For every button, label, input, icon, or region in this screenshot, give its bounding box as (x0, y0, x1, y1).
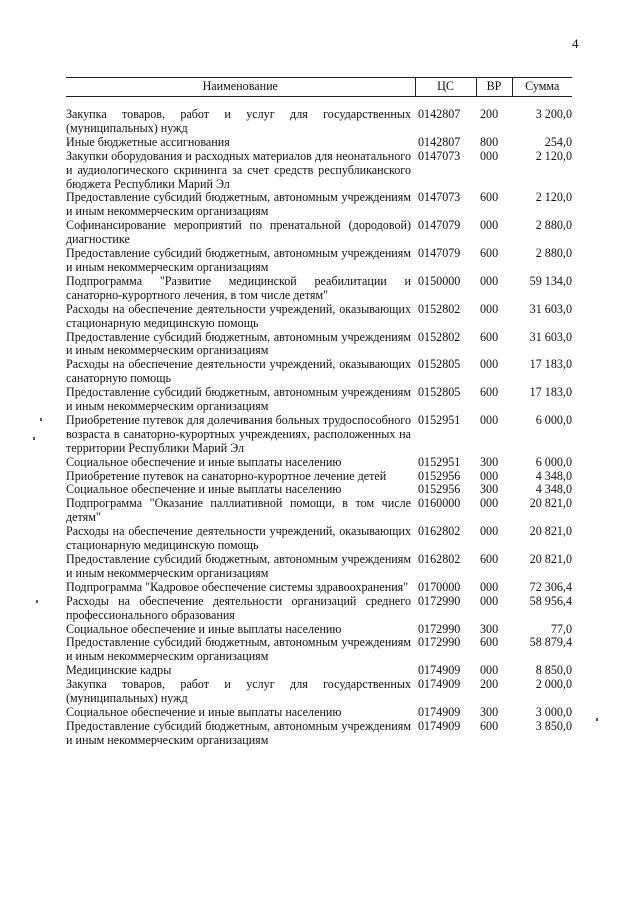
row-sum-cell: 2 000,0 (535, 677, 572, 692)
row-name-cell: Социальное обеспечение и иные выплаты населению (66, 704, 342, 719)
table-row (66, 97, 572, 136)
row-sum-cell: 2 880,0 (535, 246, 572, 261)
row-cs-cell: 0152805 (418, 357, 461, 372)
table-row (66, 150, 572, 192)
row-vr-cell: 000 (480, 496, 499, 511)
row-vr-cell: 000 (480, 273, 499, 288)
row-vr-cell: 000 (480, 524, 499, 539)
row-cs-cell: 0162802 (418, 552, 461, 566)
row-cs-cell: 0142807 (418, 107, 461, 121)
table-row (66, 275, 572, 303)
table-row (66, 664, 572, 678)
row-vr-cell: 000 (480, 593, 499, 608)
row-vr-cell: 300 (480, 704, 499, 719)
row-name-cell: Софинансирование мероприятий по пренатальной (дородовой) диагностике (66, 218, 411, 247)
row-sum-cell: 77,0 (550, 621, 572, 636)
row-cs-cell: 0152802 (418, 329, 461, 344)
row-sum-cell: 31 603,0 (529, 329, 572, 344)
row-vr-cell: 600 (480, 329, 499, 344)
header-sum: Сумма (512, 78, 572, 97)
row-sum-cell: 2 120,0 (535, 190, 572, 205)
header-name: Наименование (66, 78, 415, 97)
row-name-cell: Предоставление субсидий бюджетным, автономным учреждениям и иным некоммерческим организациям (66, 246, 411, 274)
row-sum-cell: 3 200,0 (535, 107, 572, 121)
row-sum-cell: 3 850,0 (535, 718, 572, 733)
row-cs-cell: 0172990 (418, 635, 461, 650)
table-row (66, 470, 572, 484)
row-name-cell: Иные бюджетные ассигнования (66, 134, 230, 149)
row-sum-cell: 2 120,0 (535, 148, 572, 163)
header-cs: ЦС (415, 78, 476, 97)
table-row (66, 219, 572, 247)
row-name-cell: Расходы на обеспечение деятельности учреждений, оказывающих стационарную медицинскую помощь (66, 301, 411, 330)
row-cs-cell: 0162802 (418, 524, 461, 539)
row-name-cell: Предоставление субсидий бюджетным, автономным учреждениям и иным некоммерческим организациям (66, 635, 411, 664)
row-cs-cell: 0170000 (418, 579, 461, 594)
margin-mark (33, 437, 35, 440)
row-name-cell: Подпрограмма "Развитие медицинской реабилитации и санаторно-курортного лечения, в том числе детям" (66, 273, 411, 302)
row-cs-cell: 0174909 (418, 663, 461, 678)
margin-mark (596, 718, 598, 721)
row-sum-cell: 17 183,0 (529, 385, 572, 400)
row-cs-cell: 0174909 (418, 677, 461, 692)
table-row (66, 483, 572, 497)
row-cs-cell: 0147073 (418, 190, 461, 205)
row-name-cell: Закупка товаров, работ и услуг для государственных (муниципальных) нужд (66, 677, 411, 706)
row-vr-cell: 800 (480, 134, 499, 149)
row-sum-cell: 20 821,0 (529, 524, 572, 539)
row-name-cell: Расходы на обеспечение деятельности учреждений, оказывающих санаторную помощь (66, 357, 411, 386)
table-row (66, 386, 572, 414)
row-sum-cell: 4 348,0 (535, 468, 572, 483)
row-cs-cell: 0174909 (418, 704, 461, 719)
table-row (66, 497, 572, 525)
row-name-cell: Расходы на обеспечение деятельности учреждений, оказывающих стационарную медицинскую помощь (66, 524, 411, 553)
row-vr-cell: 300 (480, 621, 499, 636)
table-row (66, 247, 572, 275)
table-row (66, 414, 572, 456)
row-name-cell: Расходы на обеспечение деятельности организаций среднего профессионального образования (66, 593, 411, 622)
row-vr-cell: 000 (480, 301, 499, 316)
row-vr-cell: 600 (480, 635, 499, 650)
table-row (66, 525, 572, 553)
row-cs-cell: 0150000 (418, 273, 461, 288)
row-cs-cell: 0160000 (418, 496, 461, 511)
row-vr-cell: 000 (480, 412, 499, 427)
page-number: 4 (572, 36, 579, 51)
row-cs-cell: 0152951 (418, 454, 461, 469)
row-vr-cell: 300 (480, 482, 499, 497)
row-cs-cell: 0152956 (418, 468, 461, 483)
row-cs-cell: 0172990 (418, 593, 461, 608)
row-vr-cell: 000 (480, 468, 499, 483)
row-vr-cell: 200 (480, 107, 499, 121)
row-cs-cell: 0172990 (418, 621, 461, 636)
row-vr-cell: 600 (480, 246, 499, 261)
margin-mark (40, 418, 42, 421)
table-row (66, 706, 572, 720)
row-vr-cell: 000 (480, 218, 499, 233)
table-row (66, 331, 572, 359)
row-vr-cell: 200 (480, 677, 499, 692)
row-name-cell: Предоставление субсидий бюджетным, автономным учреждениям и иным некоммерческим организациям (66, 385, 411, 414)
row-name-cell: Медицинские кадры (66, 663, 172, 678)
row-vr-cell: 000 (480, 148, 499, 163)
row-sum-cell: 254,0 (544, 134, 572, 149)
header-vr: ВР (476, 78, 512, 97)
table-row (66, 720, 572, 748)
table-row (66, 303, 572, 331)
row-sum-cell: 17 183,0 (529, 357, 572, 372)
table-row (66, 191, 572, 219)
table-row (66, 595, 572, 623)
row-cs-cell: 0152802 (418, 301, 461, 316)
row-sum-cell: 3 000,0 (535, 704, 572, 719)
row-sum-cell: 20 821,0 (529, 552, 572, 566)
row-name-cell: Приобретение путевок для долечивания больных трудоспособного возраста в санаторно-курортных учреждениях, расположенных на территории Республики Марий Эл (66, 412, 411, 455)
row-sum-cell: 58 956,4 (529, 593, 572, 608)
row-name-cell: Предоставление субсидий бюджетным, автономным учреждениям и иным некоммерческим организациям (66, 718, 411, 747)
table-header-row (66, 78, 572, 97)
row-sum-cell: 8 850,0 (535, 663, 572, 678)
row-sum-cell: 72 306,4 (529, 579, 572, 594)
row-name-cell: Предоставление субсидий бюджетным, автономным учреждениям и иным некоммерческим организациям (66, 190, 411, 219)
row-vr-cell: 600 (480, 190, 499, 205)
row-cs-cell: 0152951 (418, 412, 461, 427)
row-sum-cell: 31 603,0 (529, 301, 572, 316)
table-row (66, 358, 572, 386)
row-name-cell: Предоставление субсидий бюджетным, автономным учреждениям и иным некоммерческим организациям (66, 329, 411, 358)
margin-mark (36, 600, 38, 603)
row-name-cell: Закупка товаров, работ и услуг для государственных (муниципальных) нужд (66, 107, 411, 135)
row-cs-cell: 0152805 (418, 385, 461, 400)
table-row (66, 623, 572, 637)
row-name-cell: Социальное обеспечение и иные выплаты населению (66, 454, 342, 469)
row-cs-cell: 0147079 (418, 218, 461, 233)
row-sum-cell: 59 134,0 (529, 273, 572, 288)
row-cs-cell: 0147079 (418, 246, 461, 261)
row-vr-cell: 000 (480, 579, 499, 594)
row-vr-cell: 000 (480, 663, 499, 678)
row-name-cell: Приобретение путевок на санаторно-курортное лечение детей (66, 468, 387, 483)
table-row (66, 136, 572, 150)
row-vr-cell: 000 (480, 357, 499, 372)
row-sum-cell: 6 000,0 (535, 412, 572, 427)
table-row (66, 678, 572, 706)
row-sum-cell: 2 880,0 (535, 218, 572, 233)
row-vr-cell: 300 (480, 454, 499, 469)
table-row (66, 581, 572, 595)
row-sum-cell: 4 348,0 (535, 482, 572, 497)
row-vr-cell: 600 (480, 552, 499, 566)
row-vr-cell: 600 (480, 718, 499, 733)
row-cs-cell: 0152956 (418, 482, 461, 497)
row-name-cell: Социальное обеспечение и иные выплаты населению (66, 621, 342, 636)
row-sum-cell: 20 821,0 (529, 496, 572, 511)
row-name-cell: Подпрограмма "Оказание паллиативной помощи, в том числе детям" (66, 496, 411, 525)
row-cs-cell: 0142807 (418, 134, 461, 149)
row-sum-cell: 6 000,0 (535, 454, 572, 469)
row-cs-cell: 0147073 (418, 148, 461, 163)
table-row (66, 636, 572, 664)
row-sum-cell: 58 879,4 (529, 635, 572, 650)
row-name-cell: Подпрограмма "Кадровое обеспечение системы здравоохранения" (66, 579, 409, 594)
row-name-cell: Закупки оборудования и расходных материалов для неонатального и аудиологического скрининга за счет средств республиканского бюджета Республики Марий Эл (66, 148, 411, 191)
row-name-cell: Предоставление субсидий бюджетным, автономным учреждениям и иным некоммерческим организациям (66, 552, 411, 580)
row-name-cell: Социальное обеспечение и иные выплаты населению (66, 482, 342, 497)
row-cs-cell: 0174909 (418, 718, 461, 733)
row-vr-cell: 600 (480, 385, 499, 400)
budget-table (66, 77, 572, 748)
table-row (66, 456, 572, 470)
table-row (66, 553, 572, 581)
